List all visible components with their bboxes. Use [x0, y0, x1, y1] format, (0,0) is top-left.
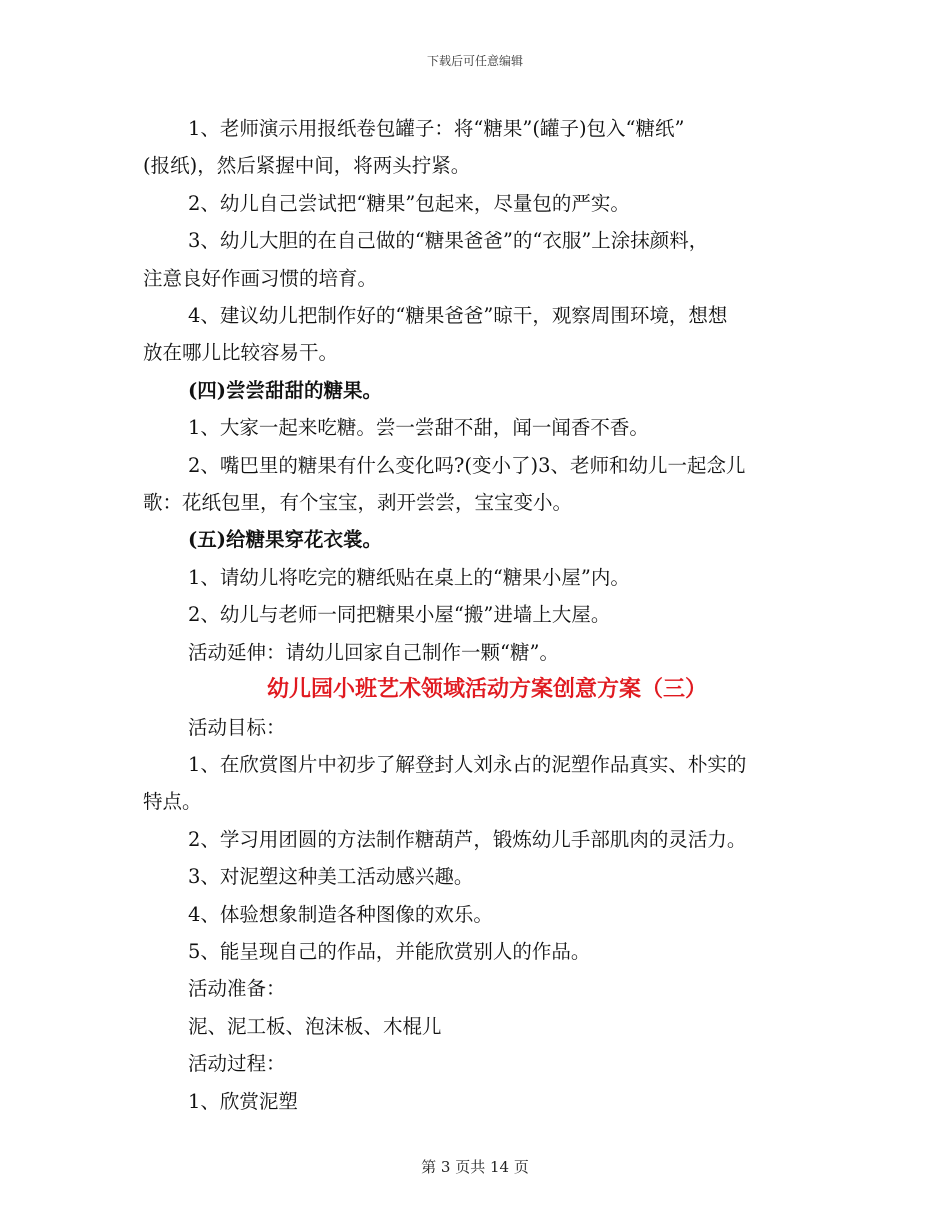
paragraph-line: 3、幼儿大胆的在自己做的“糖果爸爸”的“衣服”上涂抹颜料，: [188, 229, 709, 253]
paragraph-line: 1、欣赏泥塑: [188, 1089, 298, 1113]
paragraph-line: (报纸)，然后紧握中间，将两头拧紧。: [143, 154, 471, 178]
paragraph-line: 活动延伸：请幼儿回家自己制作一颗“糖”。: [188, 640, 559, 664]
paragraph-line: 1、在欣赏图片中初步了解登封人刘永占的泥塑作品真实、朴实的: [188, 752, 747, 776]
paragraph-line: 5、能呈现自己的作品，并能欣赏别人的作品。: [188, 939, 591, 963]
paragraph-line: 1、大家一起来吃糖。尝一尝甜不甜，闻一闻香不香。: [188, 416, 649, 440]
page-footer: 第 3 页共 14 页: [421, 1158, 529, 1176]
section-title: 幼儿园小班艺术领域活动方案创意方案（三）: [266, 676, 707, 703]
subheading: (五)给糖果穿花衣裳。: [188, 528, 382, 552]
paragraph-line: 2、幼儿自己尝试把“糖果”包起来，尽量包的严实。: [188, 191, 630, 215]
paragraph-line: 1、请幼儿将吃完的糖纸贴在桌上的“糖果小屋”内。: [188, 565, 630, 589]
paragraph-line: 放在哪儿比较容易干。: [143, 341, 339, 365]
document-body: [143, 110, 811, 1120]
paragraph-line: 注意良好作画习惯的培育。: [143, 266, 378, 290]
prep-label: 活动准备：: [188, 977, 286, 1001]
goals-label: 活动目标：: [188, 715, 286, 739]
subheading: (四)尝尝甜甜的糖果。: [188, 378, 382, 402]
paragraph-line: 4、建议幼儿把制作好的“糖果爸爸”晾干，观察周围环境，想想: [188, 304, 728, 328]
paragraph-line: 3、对泥塑这种美工活动感兴趣。: [188, 865, 474, 889]
prep-items: 泥、泥工板、泡沫板、木棍儿: [188, 1014, 442, 1038]
paragraph-line: 2、嘴巴里的糖果有什么变化吗?(变小了)3、老师和幼儿一起念儿: [188, 453, 746, 477]
page-header: 下载后可任意编辑: [426, 54, 523, 68]
paragraph-line: 4、体验想象制造各种图像的欢乐。: [188, 902, 493, 926]
process-label: 活动过程：: [188, 1052, 286, 1076]
paragraph-line: 1、老师演示用报纸卷包罐子：将“糖果”(罐子)包入“糖纸”: [188, 117, 685, 140]
paragraph-line: 2、学习用团圆的方法制作糖葫芦，锻炼幼儿手部肌肉的灵活力。: [188, 827, 747, 851]
paragraph-line: 2、幼儿与老师一同把糖果小屋“搬”进墙上大屋。: [188, 603, 611, 627]
paragraph-line: 特点。: [143, 790, 202, 814]
paragraph-line: 歌：花纸包里，有个宝宝，剥开尝尝，宝宝变小。: [143, 491, 573, 515]
